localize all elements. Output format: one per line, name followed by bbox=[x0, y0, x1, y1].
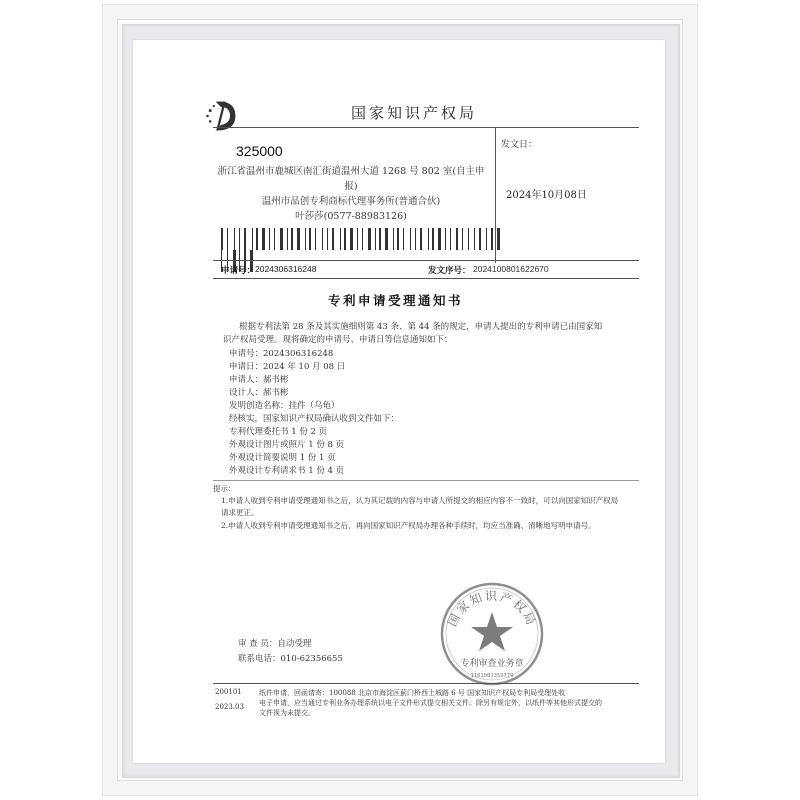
barcode-bar bbox=[289, 228, 290, 250]
seal-star-icon bbox=[471, 612, 513, 651]
barcode-bar bbox=[476, 228, 477, 250]
barcode-bar bbox=[410, 228, 411, 250]
barcode-bar bbox=[412, 228, 414, 250]
seal-bottom-text: 专利审查业务章 bbox=[460, 659, 524, 669]
barcode-bar bbox=[403, 228, 404, 250]
barcode-bar bbox=[393, 228, 394, 250]
barcode-bar bbox=[432, 228, 434, 250]
barcode-bar bbox=[297, 228, 300, 250]
barcode-bar bbox=[309, 228, 311, 250]
barcode-bar bbox=[256, 228, 258, 250]
field-line: 外观设计专利请求书 1 份 4 页 bbox=[229, 466, 345, 476]
barcode-bar bbox=[324, 228, 326, 250]
barcode-bar bbox=[395, 228, 396, 250]
application-number: 2024306316248 bbox=[255, 264, 317, 274]
address-line: 浙江省温州市鹿城区南汇街道温州大道 1268 号 802 室(自主申报) bbox=[217, 166, 485, 192]
barcode-bar bbox=[401, 228, 402, 250]
field-line: 申请人：郝书彬 bbox=[229, 375, 289, 385]
barcode-bar bbox=[359, 228, 361, 250]
barcode-bar bbox=[242, 228, 243, 250]
field-line: 外观设计图片或照片 1 份 8 页 bbox=[229, 440, 345, 450]
barcode-bar bbox=[342, 228, 343, 250]
barcode-bar bbox=[301, 228, 303, 250]
footer-code: 200101 bbox=[215, 688, 242, 696]
footer-divider bbox=[213, 683, 639, 684]
barcode-bar bbox=[291, 228, 293, 250]
barcode-bar bbox=[423, 228, 426, 250]
field-line: 发明创造名称：挂件（乌龟） bbox=[229, 401, 340, 411]
barcode-divider-top bbox=[213, 260, 639, 261]
intro-paragraph: 根据专利法第 28 条及其实施细则第 43 条、第 44 条的规定，申请人提出的专利申请已由国家知识产权局受理。现将确定的申请号、申请日等信息通知如下： bbox=[223, 322, 603, 345]
note-item: 2.申请人收到专利申请受理通知书之后，再向国家知识产权局办理各种手续时，均应当准确、清晰地写明申请号。 bbox=[221, 521, 596, 530]
barcode-bar bbox=[468, 228, 469, 250]
barcode-bar bbox=[438, 228, 441, 250]
barcode-bar bbox=[330, 228, 331, 250]
barcode-bar bbox=[350, 228, 353, 250]
field-line: 经核实，国家知识产权局确认收到文件如下： bbox=[229, 414, 400, 424]
patent-notice-document bbox=[133, 40, 665, 763]
barcode-bar bbox=[486, 228, 487, 250]
barcode-bar bbox=[225, 228, 226, 250]
barcode-bar bbox=[456, 228, 458, 250]
cnipa-logo-icon bbox=[203, 98, 239, 134]
seal-arc-text: 国家知识产权局 bbox=[445, 589, 539, 629]
barcode-bar bbox=[277, 228, 279, 250]
barcode-bar bbox=[489, 228, 490, 250]
barcode-bar bbox=[447, 228, 449, 250]
barcode-bar bbox=[254, 228, 255, 250]
barcode-bar bbox=[385, 228, 388, 250]
note-item: 1.申请人收到专利申请受理通知书之后，认为其记载的内容与申请人所提交的相应内容不一致时，可以向国家知识产权局请求更正。 bbox=[221, 496, 619, 517]
barcode-bar bbox=[284, 228, 285, 250]
contact-phone: 联系电话：010-62356655 bbox=[238, 654, 343, 664]
address-line: 温州市品创专利商标代理事务所(普通合伙) bbox=[261, 196, 441, 207]
barcode-bar bbox=[348, 228, 349, 250]
barcode-bar bbox=[252, 228, 253, 250]
application-number-label: 申请号： bbox=[221, 266, 256, 276]
document-title: 专利申请受理通知书 bbox=[328, 293, 464, 308]
barcode-bar bbox=[295, 228, 296, 250]
barcode-bar bbox=[365, 228, 367, 250]
barcode-bar bbox=[327, 228, 328, 250]
barcode-bar bbox=[313, 228, 314, 250]
barcode-bar bbox=[418, 228, 419, 250]
footer-line: 电子申请，应当通过专利业务办理系统以电子文件形式提交相关文件。除另有规定外，以纸件等其他形式提交的 bbox=[259, 699, 602, 707]
send-date-label: 发文日： bbox=[501, 140, 538, 150]
barcode-bar bbox=[405, 228, 408, 250]
barcode bbox=[221, 228, 504, 250]
reviewer: 审 查 员：自动受理 bbox=[238, 639, 312, 649]
barcode-bar bbox=[450, 228, 451, 250]
barcode-bar bbox=[305, 228, 306, 250]
barcode-bar bbox=[266, 228, 267, 250]
barcode-bar bbox=[307, 228, 308, 250]
barcode-bar bbox=[464, 228, 467, 250]
barcode-bar bbox=[482, 228, 485, 250]
barcode-bar bbox=[471, 228, 473, 250]
barcode-bar bbox=[494, 228, 495, 250]
barcode-bar bbox=[322, 228, 323, 250]
send-date: 2024年10月08日 bbox=[506, 190, 587, 201]
barcode-bar bbox=[379, 228, 381, 250]
barcode-bar bbox=[428, 228, 429, 250]
barcode-bar bbox=[501, 228, 502, 250]
barcode-bar bbox=[474, 228, 475, 250]
barcode-bar bbox=[221, 228, 223, 250]
barcode-bar bbox=[280, 228, 283, 250]
barcode-bar bbox=[459, 228, 460, 250]
barcode-bar bbox=[453, 228, 455, 250]
barcode-bar bbox=[389, 228, 391, 250]
send-number: 2024100801622670 bbox=[473, 264, 549, 274]
field-line: 申请号：2024306316248 bbox=[229, 349, 334, 359]
barcode-bar bbox=[274, 228, 275, 250]
postal-code: 325000 bbox=[236, 143, 283, 159]
barcode-bar bbox=[383, 228, 384, 250]
barcode-bar bbox=[362, 228, 363, 250]
field-line: 专利代理委托书 1 份 2 页 bbox=[229, 427, 328, 437]
barcode-bar bbox=[420, 228, 422, 250]
barcode-bar bbox=[317, 228, 320, 250]
barcode-bar bbox=[332, 228, 334, 250]
barcode-bar bbox=[372, 228, 373, 250]
barcode-bar bbox=[497, 228, 500, 250]
barcode-bar bbox=[436, 228, 437, 250]
address-line: 叶莎莎(0577-88983126) bbox=[295, 211, 407, 222]
barcode-bar bbox=[479, 228, 481, 250]
recipient-address bbox=[216, 164, 486, 224]
barcode-bar bbox=[445, 228, 446, 250]
barcode-bar bbox=[442, 228, 443, 250]
seal-serial: 1101081359779 bbox=[470, 673, 514, 679]
barcode-bar bbox=[244, 228, 246, 250]
send-number-label: 发文序号： bbox=[428, 266, 471, 276]
barcode-bar bbox=[462, 228, 463, 250]
barcode-bar bbox=[344, 228, 346, 250]
barcode-bar bbox=[271, 228, 273, 250]
barcode-bar bbox=[354, 228, 355, 250]
barcode-bar bbox=[234, 228, 235, 250]
footer-line: 纸件申请，回函请寄：100088 北京市海淀区蓟门桥西土城路 6 号 国家知识产权局专利局受理处收 bbox=[259, 689, 566, 697]
barcode-bar bbox=[415, 228, 416, 250]
footer-code: 2023.03 bbox=[215, 703, 244, 711]
field-line: 设计人：郝书彬 bbox=[229, 388, 289, 398]
barcode-bar bbox=[247, 228, 250, 250]
barcode-bar bbox=[375, 228, 376, 250]
footer-line: 文件视为未提交。 bbox=[259, 709, 315, 717]
field-line: 外观设计简要说明 1 份 1 页 bbox=[229, 453, 336, 463]
barcode-bar bbox=[236, 228, 238, 250]
barcode-bar bbox=[227, 228, 228, 250]
field-line: 申请日：2024 年 10 月 08 日 bbox=[229, 362, 346, 372]
official-seal bbox=[440, 582, 544, 686]
barcode-bar bbox=[491, 228, 493, 250]
barcode-bar bbox=[368, 228, 371, 250]
barcode-bar bbox=[430, 228, 431, 250]
barcode-bar bbox=[315, 228, 316, 250]
barcode-bar bbox=[239, 228, 240, 250]
barcode-bar bbox=[357, 228, 358, 250]
barcode-bar bbox=[340, 228, 341, 250]
barcode-bar bbox=[269, 228, 270, 250]
barcode-bar bbox=[335, 228, 338, 250]
barcode-bar bbox=[260, 228, 261, 250]
barcode-bar bbox=[397, 228, 399, 250]
notes-label: 提示： bbox=[213, 484, 236, 493]
notes-divider bbox=[213, 480, 639, 481]
barcode-divider-bottom bbox=[213, 278, 639, 279]
barcode-bar bbox=[377, 228, 378, 250]
barcode-bar bbox=[229, 228, 232, 250]
barcode-bar bbox=[262, 228, 265, 250]
office-name: 国家知识产权局 bbox=[351, 104, 478, 122]
barcode-bar bbox=[287, 228, 288, 250]
header-divider bbox=[213, 127, 639, 128]
